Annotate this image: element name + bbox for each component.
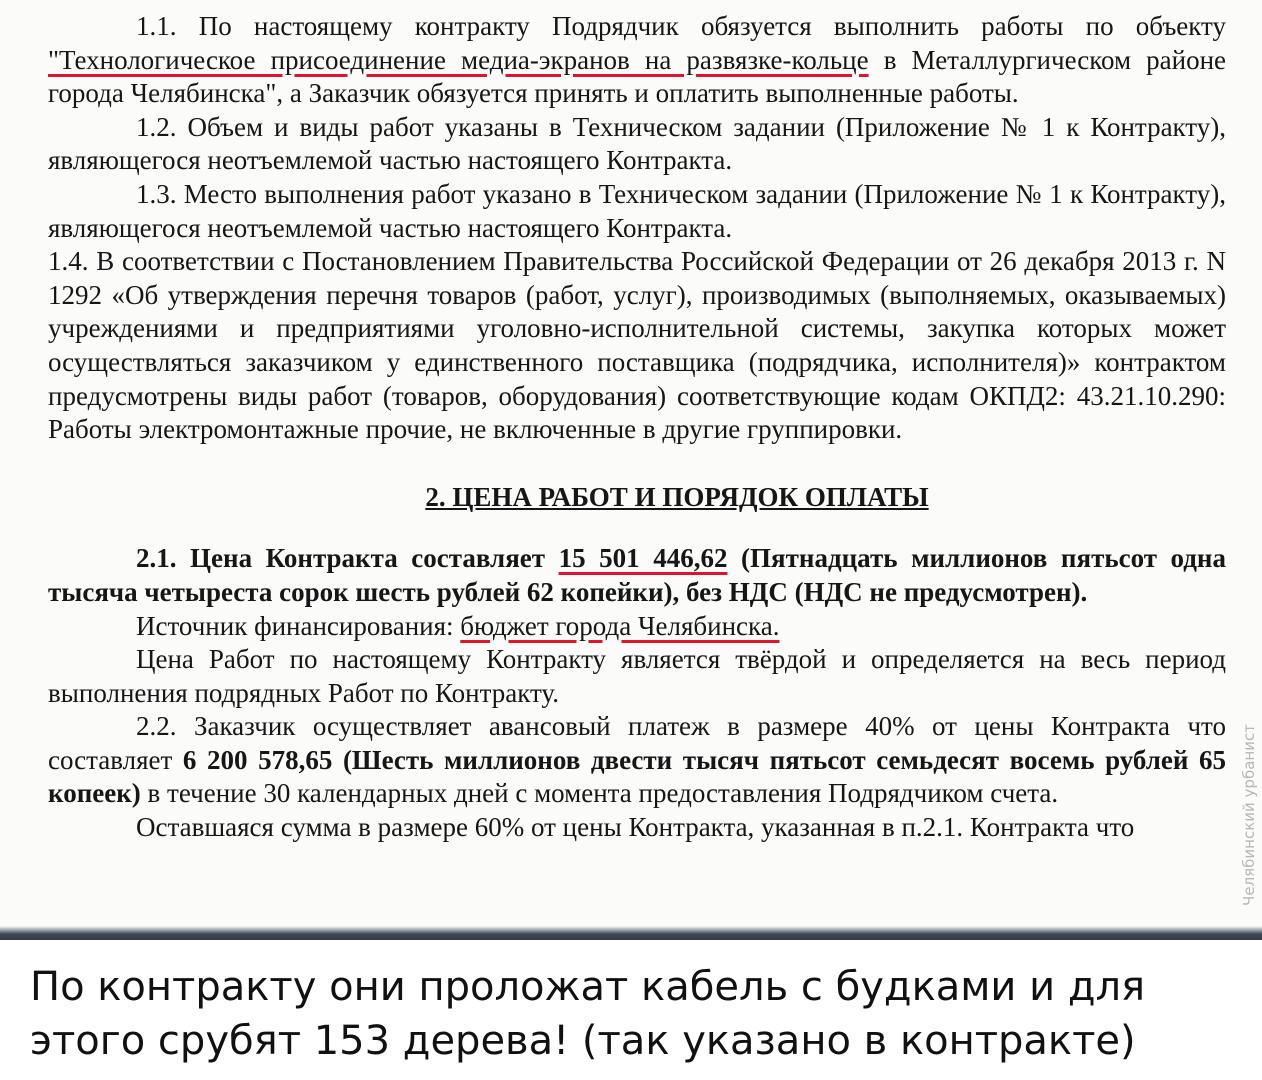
remaining-amount-clause: Оставшаяся сумма в размере 60% от цены Контракта, указанная в п.2.1. Контракта что xyxy=(136,812,1135,843)
highlighted-object-name: "Технологическое присоединение медиа-экранов на развязке-кольце xyxy=(48,44,869,75)
clause-2-2-text: 2.2. Заказчик осуществляет авансовый платеж в размере 40% от цены Контракта что составляет xyxy=(48,711,1226,775)
clause-1-1-text-end: в Металлургическом районе города Челябинска", а Заказчик обязуется принять и оплатить выполненные работы. xyxy=(48,44,1227,109)
scan-bottom-edge xyxy=(0,926,1262,940)
watermark xyxy=(1236,690,1262,940)
price-fixed-clause: Цена Работ по настоящему Контракту является твёрдой и определяется на весь период выполнения подрядных Работ по Контракту. xyxy=(48,644,1226,708)
clause-1-1 xyxy=(48,10,1226,111)
section-2-heading: 2. ЦЕНА РАБОТ И ПОРЯДОК ОПЛАТЫ xyxy=(425,481,929,512)
clause-2-2 xyxy=(48,710,1226,811)
funding-source xyxy=(48,610,1226,644)
clause-2-2-text-end: в течение 30 календарных дней с момента предоставления Подрядчиком счета. xyxy=(140,778,1059,809)
post-caption: По контракту они проложат кабель с будками и для этого срубят 153 дерева! (так указано в контракте) xyxy=(30,964,1146,1064)
funding-label: Источник финансирования: xyxy=(136,610,461,641)
watermark-text: Челябинский урбанист xyxy=(1240,724,1259,906)
clause-1-2: 1.2. Объем и виды работ указаны в Техническом задании (Приложение № 1 к Контракту), являющегося неотъемлемой частью настоящего Контракта. xyxy=(48,111,1226,176)
clause-1-4: 1.4. В соответствии с Постановлением Правительства Российской Федерации от 26 декабря 2013 г. N 1292 «Об утверждения перечня товаров (работ, услуг), производимых (выполняемых, оказываемых) учреждениями и предприятиями уголовно-исполнительной системы, закупка которых может осуществляться заказчиком у единственного поставщика (подрядчика, исполнителя)» контрактом предусмотрены виды работ (товаров, оборудования) соответствующие кодам ОКПД2: 43.21.10.290: Работы электромонтажные прочие, не включенные в другие группировки. xyxy=(48,246,1226,445)
highlighted-funding-source: бюджет города Челябинска. xyxy=(460,610,780,641)
clause-2-1-text: 2.1. Цена Контракта составляет xyxy=(136,543,559,574)
clause-1-1-text: 1.1. По настоящему контракту Подрядчик обязуется выполнить работы по объекту xyxy=(136,11,1226,41)
clause-2-1 xyxy=(48,542,1226,609)
advance-amount: 6 200 578,65 (Шесть миллионов двести тысяч пятьсот семьдесят восемь рублей 65 копеек) xyxy=(48,744,1226,809)
clause-1-3: 1.3. Место выполнения работ указано в Техническом задании (Приложение № 1 к Контракту), являющегося неотъемлемой частью настоящего Контракта. xyxy=(48,178,1226,243)
highlighted-contract-price: 15 501 446,62 xyxy=(558,543,728,574)
clause-2-1-text-end: (Пятнадцать миллионов пятьсот одна тысяча четыреста сорок шесть рублей 62 копейки), без НДС (НДС не предусмотрен). xyxy=(48,543,1226,607)
contract-text xyxy=(48,10,1226,845)
